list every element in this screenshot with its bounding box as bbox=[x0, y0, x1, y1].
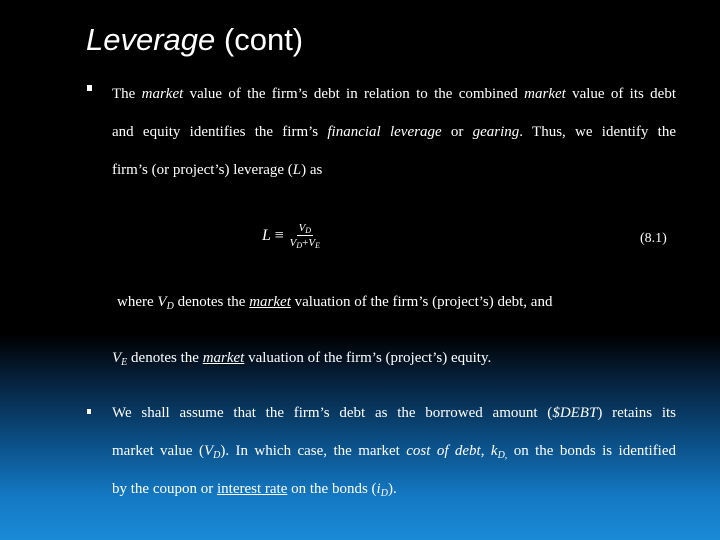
text-run-italic: gearing bbox=[472, 124, 520, 140]
text-run: ) as bbox=[301, 162, 323, 178]
var: V bbox=[289, 237, 297, 249]
text-run: market value ( bbox=[112, 443, 204, 459]
text-run: ). In which case, the market bbox=[220, 443, 407, 459]
text-run: denotes the bbox=[127, 350, 203, 366]
text-run: ). bbox=[387, 481, 397, 497]
bullet2-line1 bbox=[112, 405, 676, 422]
equation-numerator bbox=[297, 222, 314, 236]
text-run: or bbox=[441, 124, 473, 140]
var: i bbox=[376, 481, 381, 497]
market-link[interactable]: market bbox=[202, 350, 245, 366]
equation-var: L bbox=[262, 226, 271, 244]
text-run: valuation of the firm’s (project’s) debt, and bbox=[290, 294, 553, 310]
text-run-italic: $DEBT bbox=[552, 405, 598, 421]
bullet2-line2 bbox=[112, 443, 676, 460]
sub: E bbox=[315, 241, 320, 250]
bullet2-line3 bbox=[112, 481, 397, 498]
text-run: by the coupon or bbox=[112, 481, 217, 497]
title-main: Leverage bbox=[86, 22, 216, 57]
equation-fraction bbox=[290, 222, 320, 249]
market-link[interactable]: market bbox=[249, 294, 291, 310]
var: V bbox=[157, 294, 167, 310]
sub: D bbox=[296, 241, 303, 250]
var: k bbox=[490, 443, 498, 459]
equation-number: (8.1) bbox=[640, 231, 667, 246]
bullet-marker-2 bbox=[87, 409, 91, 414]
text-run: We shall assume that the firm’s debt as the borrowed amount ( bbox=[112, 405, 553, 421]
text-run: The bbox=[112, 86, 142, 102]
text-run: denotes the bbox=[173, 294, 250, 310]
bullet1-line1 bbox=[112, 86, 676, 103]
text-run: valuation of the firm’s (project’s) equity. bbox=[244, 350, 492, 366]
var: V bbox=[308, 237, 316, 249]
interest-rate-link[interactable]: interest rate bbox=[216, 481, 288, 497]
title-rest: (cont) bbox=[215, 22, 304, 57]
bullet1-line2 bbox=[112, 124, 676, 141]
sub: E bbox=[121, 357, 128, 368]
var: V bbox=[112, 350, 122, 366]
text-run-italic: L bbox=[292, 162, 302, 178]
text-run: on the bonds is identified bbox=[507, 443, 677, 459]
bullet1-line3 bbox=[112, 162, 322, 179]
text-run: value of the firm’s debt in relation to the combined bbox=[183, 86, 525, 102]
where-line1 bbox=[117, 294, 552, 311]
sub: D bbox=[166, 301, 174, 312]
text-run-italic: financial leverage bbox=[327, 124, 442, 140]
text-run: ) retains its bbox=[597, 405, 676, 421]
text-run-italic: market bbox=[141, 86, 184, 102]
sub: D, bbox=[497, 450, 508, 461]
sub: D bbox=[213, 450, 221, 461]
sub: D bbox=[380, 488, 388, 499]
text-run: , bbox=[480, 443, 491, 459]
leverage-equation bbox=[262, 222, 320, 249]
equation-equiv: ≡ bbox=[274, 226, 284, 244]
bullet-marker-1 bbox=[87, 85, 92, 91]
var: V bbox=[298, 222, 306, 234]
var: V bbox=[203, 443, 214, 459]
text-run-italic: cost of debt bbox=[406, 443, 481, 459]
where-line2 bbox=[112, 350, 491, 367]
equation-lhs bbox=[262, 227, 284, 245]
text-run: and equity identifies the firm’s bbox=[112, 124, 328, 140]
slide-title bbox=[86, 22, 303, 58]
equation-denominator bbox=[290, 236, 320, 249]
text-run: where bbox=[117, 294, 158, 310]
text-run: on the bonds ( bbox=[287, 481, 377, 497]
text-run: firm’s (or project’s) leverage ( bbox=[112, 162, 293, 178]
sub: D bbox=[305, 226, 312, 235]
plus: + bbox=[302, 237, 309, 249]
text-run-italic: market bbox=[524, 86, 566, 102]
text-run: value of its debt bbox=[565, 86, 676, 102]
text-run: . Thus, we identify the bbox=[519, 124, 677, 140]
